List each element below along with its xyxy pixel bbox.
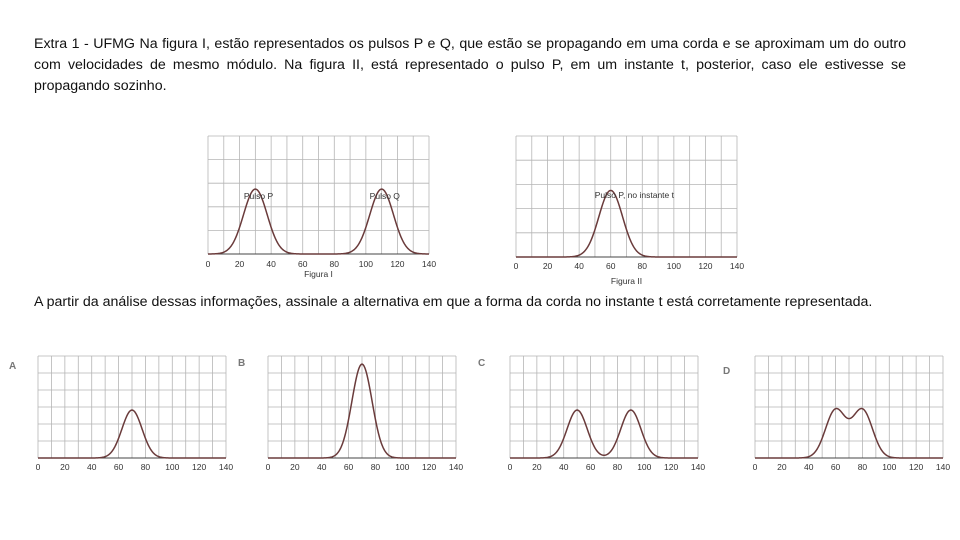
x-tick-label: 40 [558, 462, 569, 472]
x-tick-label: 100 [637, 462, 652, 472]
grid [510, 356, 698, 458]
question-prompt-text: A partir da análise dessas informações, assinale a alternativa em que a forma da corda no instante t está corretamente representada. [34, 294, 873, 310]
x-tick-label: 60 [605, 261, 616, 271]
x-tick-label: 120 [192, 462, 207, 472]
x-tick-label: 140 [218, 462, 233, 472]
x-tick-label: 60 [585, 462, 596, 472]
option-b-plot[interactable] [258, 354, 463, 474]
x-tick-label: 60 [343, 462, 354, 472]
x-tick-label: 100 [358, 259, 373, 269]
x-tick-label: 0 [507, 462, 513, 472]
grid [755, 356, 943, 458]
option-d-plot[interactable] [745, 354, 950, 474]
x-tick-label: 40 [316, 462, 327, 472]
x-tick-label: 20 [532, 462, 542, 472]
x-tick-label: 100 [666, 261, 681, 271]
x-tick-label: 120 [909, 462, 924, 472]
option-c-label[interactable]: C [478, 358, 486, 369]
figure-caption: Figura II [610, 276, 643, 286]
x-tick-label: 120 [422, 462, 437, 472]
x-tick-label: 80 [140, 462, 151, 472]
x-tick-label: 80 [857, 462, 868, 472]
pulse-annotation: Pulso Q [369, 191, 400, 201]
option-a-label[interactable]: A [9, 361, 17, 372]
x-tick-label: 100 [395, 462, 410, 472]
x-tick-label: 140 [448, 462, 463, 472]
x-tick-label: 80 [370, 462, 381, 472]
x-tick-label: 20 [542, 261, 553, 271]
x-tick-label: 20 [290, 462, 300, 472]
x-tick-label: 40 [266, 259, 276, 269]
x-tick-label: 120 [698, 261, 713, 271]
x-tick-label: 20 [60, 462, 70, 472]
x-tick-label: 140 [421, 259, 437, 269]
x-tick-label: 0 [752, 462, 758, 472]
x-tick-label: 40 [803, 462, 814, 472]
pulse-annotation: Pulso P [243, 191, 274, 201]
x-tick-label: 80 [329, 259, 340, 269]
x-tick-label: 100 [165, 462, 180, 472]
x-tick-label: 100 [882, 462, 897, 472]
x-tick-label: 80 [637, 261, 648, 271]
figure-2-plot [504, 132, 754, 292]
x-tick-label: 0 [265, 462, 271, 472]
x-tick-label: 40 [574, 261, 584, 271]
x-tick-label: 60 [830, 462, 841, 472]
grid [268, 356, 456, 458]
x-tick-label: 0 [35, 462, 41, 472]
option-c-plot[interactable] [500, 354, 705, 474]
x-tick-label: 20 [777, 462, 787, 472]
x-tick-label: 80 [612, 462, 623, 472]
pulse-annotation: Pulso P, no instante t [594, 190, 675, 200]
x-tick-label: 60 [113, 462, 124, 472]
x-tick-label: 0 [513, 261, 519, 271]
x-tick-label: 40 [86, 462, 97, 472]
option-a-plot[interactable] [28, 354, 233, 474]
grid [38, 356, 226, 458]
figure-1-plot [196, 132, 446, 280]
option-d-label[interactable]: D [723, 366, 731, 377]
x-tick-label: 140 [690, 462, 705, 472]
question-intro-text: Extra 1 - UFMG Na figura I, estão representados os pulsos P e Q, que estão se propagando em uma corda e se aproximam um do outro com velocidades de mesmo módulo. Na figura II, está representado o pulso P, em um instante t, posterior, caso ele estivesse se propagando sozinho. [34, 36, 906, 94]
x-tick-label: 120 [664, 462, 679, 472]
x-tick-label: 20 [234, 259, 245, 269]
x-tick-label: 140 [729, 261, 745, 271]
figure-caption: Figura I [304, 269, 333, 279]
x-tick-label: 120 [390, 259, 405, 269]
option-b-label[interactable]: B [238, 358, 246, 369]
x-tick-label: 140 [935, 462, 950, 472]
x-tick-label: 60 [297, 259, 308, 269]
x-tick-label: 0 [205, 259, 211, 269]
